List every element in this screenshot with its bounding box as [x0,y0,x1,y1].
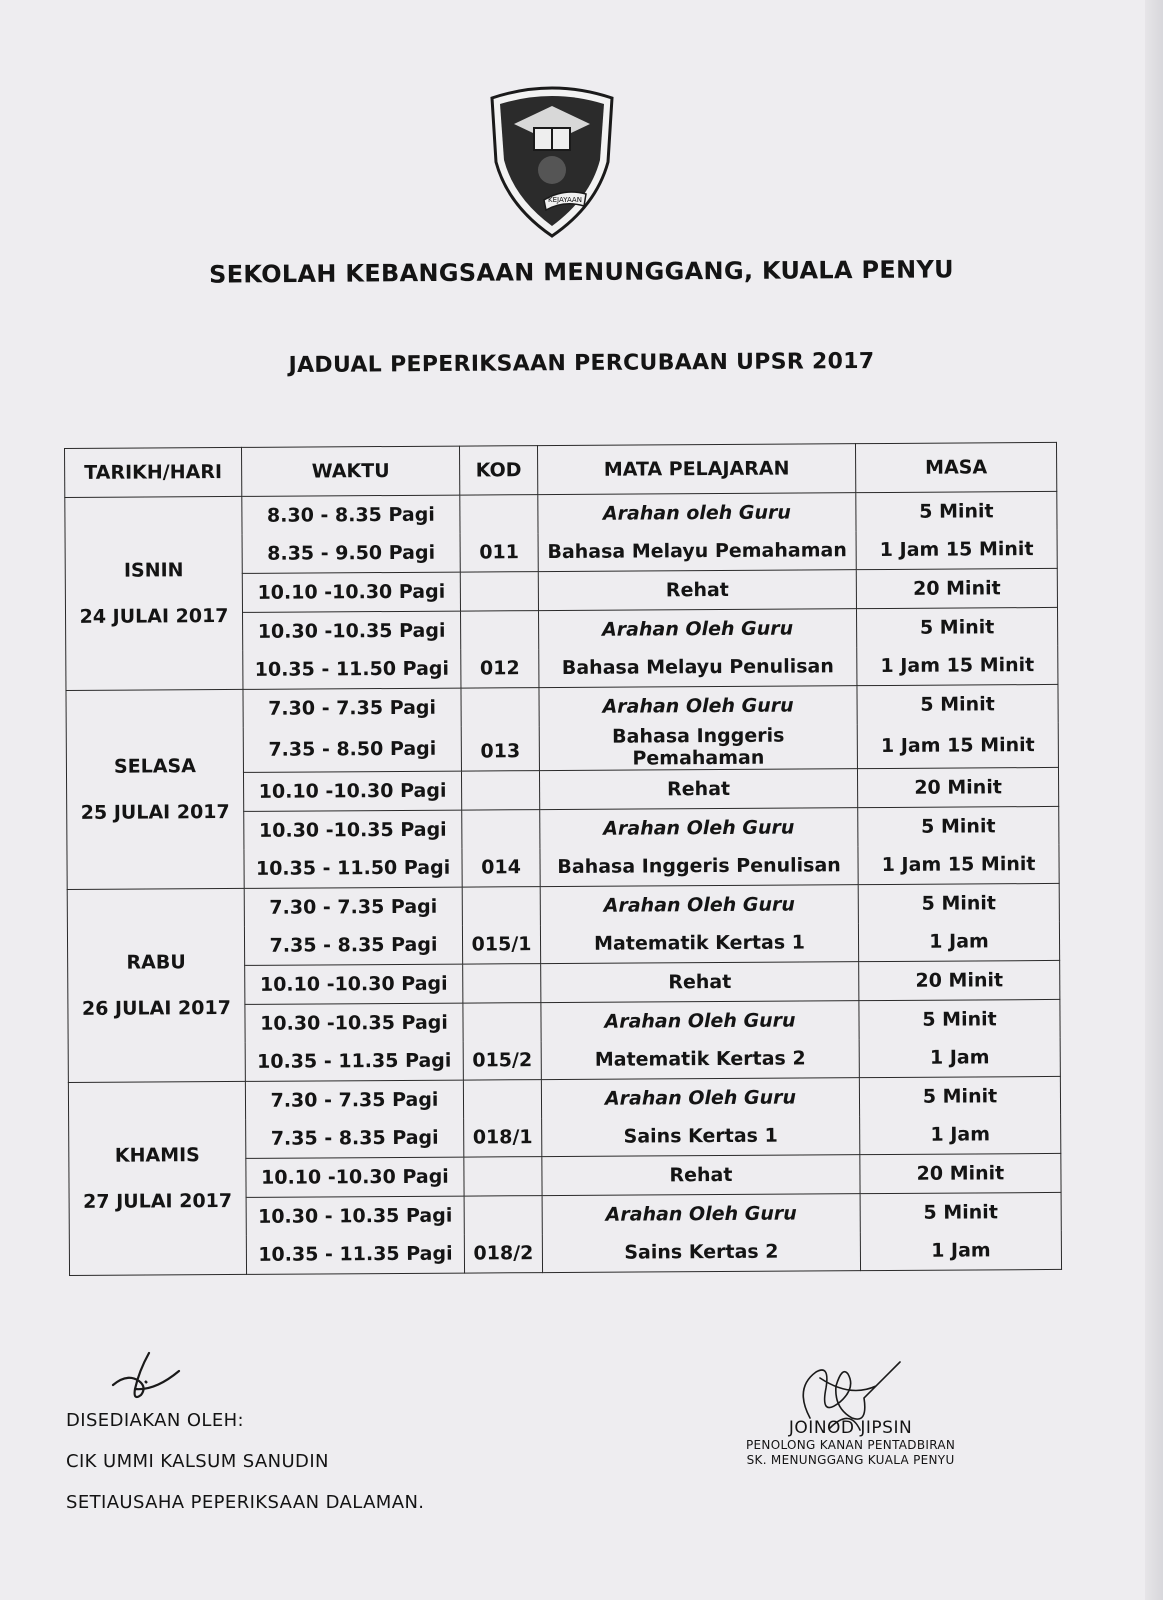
subject-cell: Arahan Oleh Guru [541,1078,859,1118]
table-header-row [65,442,1057,497]
header-subject: MATA PELAJARAN [537,444,855,495]
code-cell: 018/2 [464,1196,542,1273]
time-cell: 8.35 - 9.50 Pagi [242,534,460,574]
duration-cell: 20 Minit [857,767,1058,807]
school-crest-logo [484,84,620,240]
time-cell: 10.35 - 11.35 Pagi [245,1042,463,1082]
time-cell: 7.30 - 7.35 Pagi [243,688,461,728]
time-cell: 10.10 -10.30 Pagi [242,572,460,612]
time-cell: 7.35 - 8.35 Pagi [246,1119,464,1159]
header-time: WAKTU [241,446,459,496]
duration-cell: 1 Jam 15 Minit [856,530,1057,570]
time-cell: 10.10 -10.30 Pagi [245,964,463,1004]
code-cell: 012 [461,611,539,688]
day-name: KHAMIS [114,1144,200,1167]
subject-cell: Bahasa Inggeris Pemahaman [539,724,857,770]
prepared-by-label: DISEDIAKAN OLEH: [66,1410,245,1431]
time-cell: 8.30 - 8.35 Pagi [242,495,460,535]
approver-school: SK. MENUNGGANG KUALA PENYU [746,1453,955,1467]
header-code: KOD [459,446,537,495]
duration-cell: 1 Jam [860,1115,1061,1155]
prepared-by-block [66,1400,424,1523]
subject-cell: Sains Kertas 1 [542,1116,860,1156]
header-date: TARIKH/HARI [65,447,242,497]
prepared-by-role: SETIAUSAHA PEPERIKSAAN DALAMAN. [66,1492,425,1513]
day-date: 27 JULAI 2017 [83,1189,233,1213]
time-cell: 7.30 - 7.35 Pagi [244,887,462,927]
table-row [67,883,1059,928]
document-title: JADUAL PEPERIKSAAN PERCUBAAN UPSR 2017 [288,348,875,379]
time-cell: 10.10 -10.30 Pagi [243,771,461,811]
day-name: SELASA [113,755,196,778]
duration-cell: 5 Minit [856,491,1057,531]
day-date-cell [68,1081,246,1275]
code-cell [460,572,538,611]
day-date: 25 JULAI 2017 [80,800,230,824]
duration-cell: 5 Minit [860,1192,1061,1232]
subject-cell: Sains Kertas 2 [542,1232,860,1272]
subject-cell: Arahan Oleh Guru [539,686,857,726]
subject-cell: Rehat [542,1155,860,1196]
approver-name: JOINOD JIPSIN [788,1418,913,1438]
code-cell: 011 [460,495,538,572]
day-date-cell [65,496,243,690]
duration-cell: 1 Jam 15 Minit [857,723,1058,769]
subject-cell: Arahan Oleh Guru [540,885,858,925]
time-cell: 7.35 - 8.35 Pagi [244,926,462,966]
duration-cell: 20 Minit [859,960,1060,1000]
table-row [68,1076,1060,1121]
time-cell: 10.10 -10.30 Pagi [246,1157,464,1197]
time-cell: 10.30 -10.35 Pagi [243,611,461,651]
duration-cell: 1 Jam 15 Minit [858,845,1059,885]
day-name: ISNIN [123,559,184,582]
duration-cell: 1 Jam [860,1231,1061,1271]
duration-cell: 5 Minit [859,999,1060,1039]
time-cell: 10.30 -10.35 Pagi [244,810,462,850]
time-cell: 10.30 -10.35 Pagi [245,1003,463,1043]
table-row [66,684,1058,729]
exam-schedule-table [64,442,1062,1276]
subject-cell: Arahan Oleh Guru [541,1001,859,1041]
time-cell: 10.35 - 11.50 Pagi [244,849,462,889]
duration-cell: 5 Minit [858,806,1059,846]
header-duration: MASA [855,442,1056,492]
duration-cell: 20 Minit [860,1153,1061,1193]
day-date: 24 JULAI 2017 [79,604,229,628]
duration-cell: 5 Minit [856,607,1057,647]
subject-cell: Arahan Oleh Guru [540,808,858,848]
code-cell [461,771,539,810]
code-cell [464,1157,542,1196]
day-date: 26 JULAI 2017 [81,996,231,1020]
subject-cell: Rehat [541,962,859,1003]
approved-by-block [746,1418,955,1468]
subject-cell: Rehat [538,570,856,611]
subject-cell: Arahan Oleh Guru [539,609,857,649]
day-date-cell [67,888,245,1082]
code-cell: 015/1 [462,887,540,964]
code-cell: 013 [461,688,540,771]
signature-preparer [105,1345,185,1405]
subject-cell: Arahan Oleh Guru [542,1194,860,1234]
duration-cell: 1 Jam [858,922,1059,962]
time-cell: 10.35 - 11.35 Pagi [246,1235,464,1275]
approver-role: PENOLONG KANAN PENTADBIRAN [746,1438,956,1452]
duration-cell: 1 Jam [859,1038,1060,1078]
table-row [65,491,1057,536]
day-date-cell [66,689,244,889]
code-cell: 014 [462,810,540,887]
subject-cell: Bahasa Inggeris Penulisan [540,846,858,886]
duration-cell: 5 Minit [859,1076,1060,1116]
duration-cell: 20 Minit [856,568,1057,608]
time-cell: 10.35 - 11.50 Pagi [243,650,461,690]
subject-cell: Bahasa Melayu Pemahaman [538,531,856,571]
code-cell: 018/1 [463,1080,541,1157]
time-cell: 7.30 - 7.35 Pagi [245,1080,463,1120]
subject-cell: Matematik Kertas 1 [540,923,858,963]
time-cell: 10.30 - 10.35 Pagi [246,1196,464,1236]
subject-cell: Arahan oleh Guru [538,493,856,533]
duration-cell: 5 Minit [858,883,1059,923]
duration-cell: 1 Jam 15 Minit [857,646,1058,686]
subject-cell: Bahasa Melayu Penulisan [539,647,857,687]
duration-cell: 5 Minit [857,684,1058,724]
code-cell: 015/2 [463,1003,541,1080]
code-cell [463,964,541,1003]
school-name: SEKOLAH KEBANGSAAN MENUNGGANG, KUALA PENYU [208,255,955,289]
subject-cell: Matematik Kertas 2 [541,1039,859,1079]
crest-banner-text: KEJAYAAN [548,196,582,204]
prepared-by-name: CIK UMMI KALSUM SANUDIN [66,1451,329,1472]
time-cell: 7.35 - 8.50 Pagi [243,727,461,773]
day-name: RABU [126,951,186,974]
paper-edge-shadow [1145,0,1163,1600]
subject-cell: Rehat [539,769,857,810]
